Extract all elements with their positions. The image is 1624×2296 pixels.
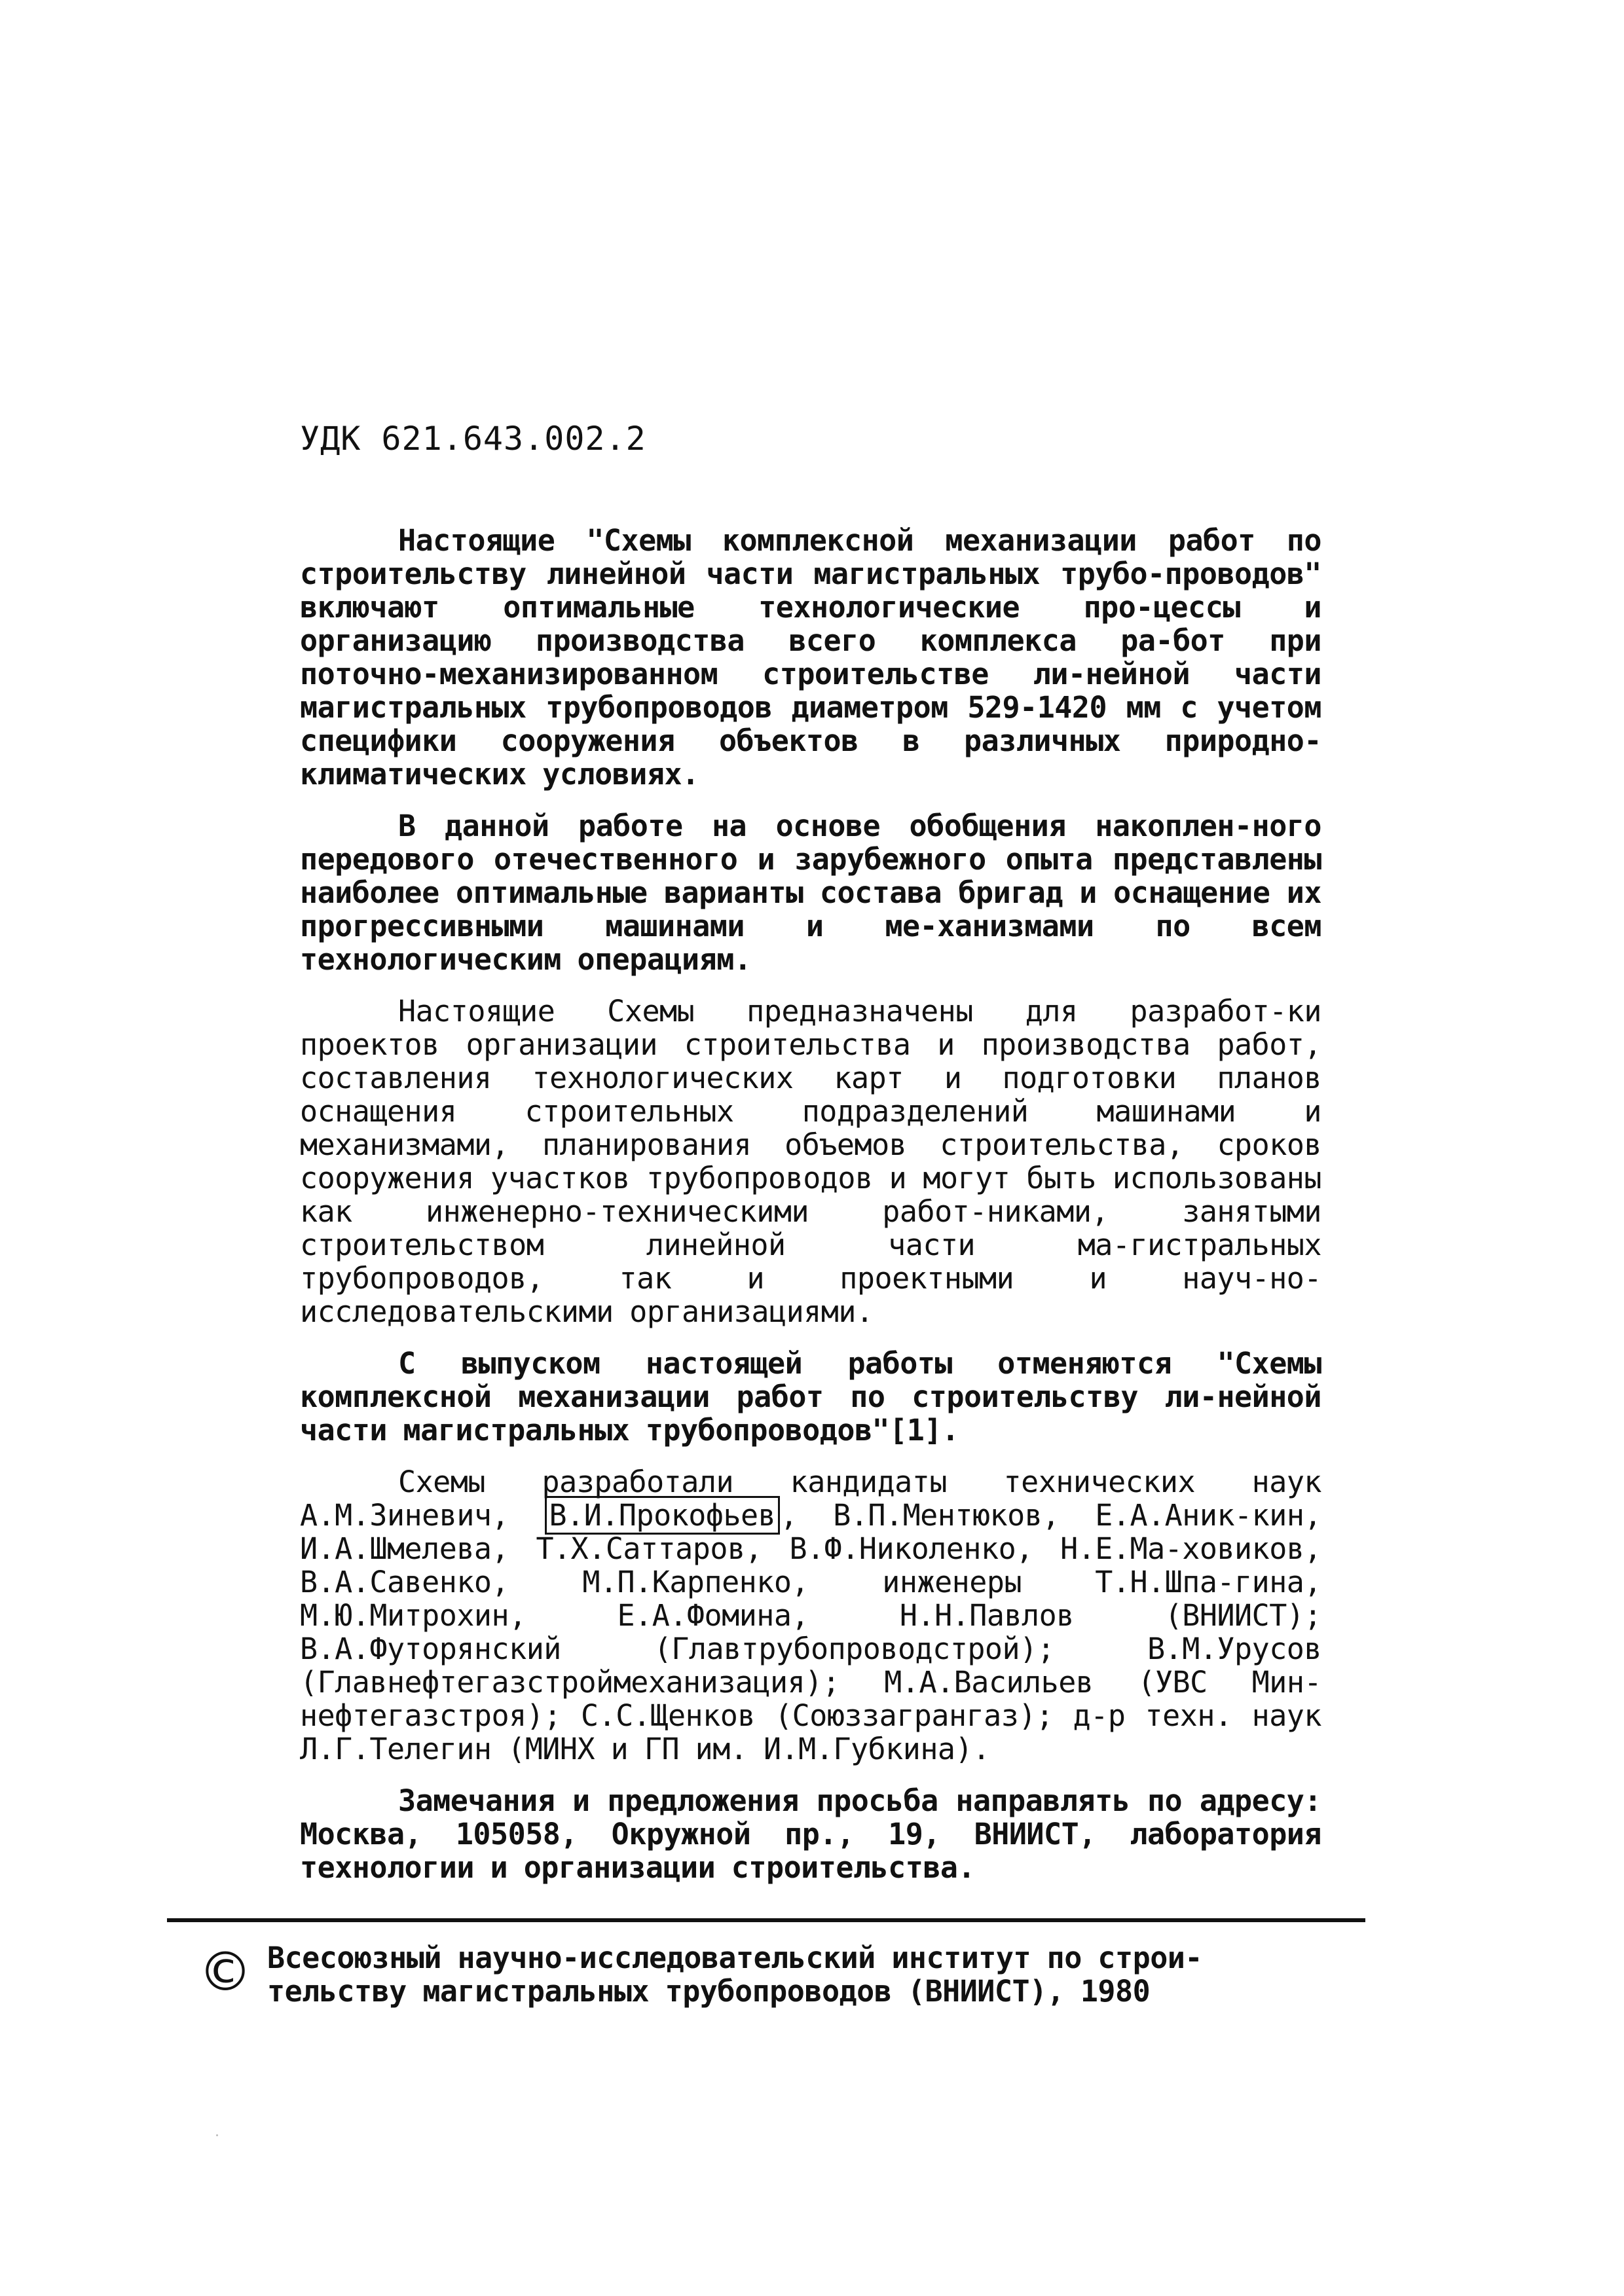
- copyright-notice: Всесоюзный научно-исследовательский институт по строи-тельству магистральных трубопроводов (ВНИИСТ), 1980: [267, 1941, 1202, 2009]
- authors-intro: Схемы разработали кандидаты технических наук А.М.Зиневич,: [300, 1465, 1321, 1533]
- paragraph-intro: Настоящие "Схемы комплексной механизации работ по строительству линейной части магистральных трубо-проводов" включают оптимальные технологические про-цессы и организацию производства всего комплекса ра-бот при поточно-механизированном строительстве ли-нейной части магистральных трубопроводов диаметром 529-1420 мм с учетом специфики сооружения объектов в различных природно-климатических условиях.: [300, 523, 1321, 792]
- footer-divider: [167, 1918, 1365, 1922]
- author-boxed-name: В.И.Прокофьев: [545, 1496, 781, 1535]
- paragraph-supersedes: С выпуском настоящей работы отменяются "Схемы комплексной механизации работ по строительству ли-нейной части магистральных трубопроводов"[1].: [300, 1346, 1321, 1448]
- scan-speck: [216, 2134, 218, 2136]
- paragraph-purpose: Настоящие Схемы предназначены для разработ-ки проектов организации строительства и производства работ, составления технологических карт и подготовки планов оснащения строительных подразделений машинами и механизмами, планирования объемов строительства, сроков сооружения участков трубопроводов и могут быть использованы как инженерно-техническими работ-никами, занятыми строительством линейной части ма-гистральных трубопроводов, так и проектными и науч-но-исследовательскими организациями.: [300, 994, 1321, 1329]
- copyright-icon: ©: [198, 1941, 252, 2003]
- paragraph-remarks: Замечания и предложения просьба направлять по адресу: Москва, 105058, Окружной пр., 19, ВНИИСТ, лаборатория технологии и организации строительства.: [300, 1783, 1321, 1885]
- authors-rest: , В.П.Ментюков, Е.А.Аник-кин, И.А.Шмелева, Т.Х.Саттаров, В.Ф.Николенко, Н.Е.Ма-ховиков, В.А.Савенко, М.П.Карпенко, инженеры Т.Н.Шпа-гина, М.Ю.Митрохин, Е.А.Фомина, Н.Н.Павлов (ВНИИСТ); В.А.Футорянский (Главтрубопроводстрой); В.М.Урусов (Главнефтегазстроймеханизация); М.А.Васильев (УВС Мин-нефтегазстроя); С.С.Щенков (Союззагрангаз); д-р техн. наук Л.Г.Телегин (МИНХ и ГП им. И.М.Губкина).: [300, 1498, 1321, 1766]
- udk-code: УДК 621.643.002.2: [300, 420, 646, 458]
- paragraph-experience: В данной работе на основе обобщения накоплен-ного передового отечественного и зарубежного опыта представлены наиболее оптимальные варианты состава бригад и оснащение их прогрессивными машинами и ме-ханизмами по всем технологическим операциям.: [300, 809, 1321, 977]
- paragraph-authors: [300, 1465, 1321, 1766]
- document-body: [300, 524, 1321, 1903]
